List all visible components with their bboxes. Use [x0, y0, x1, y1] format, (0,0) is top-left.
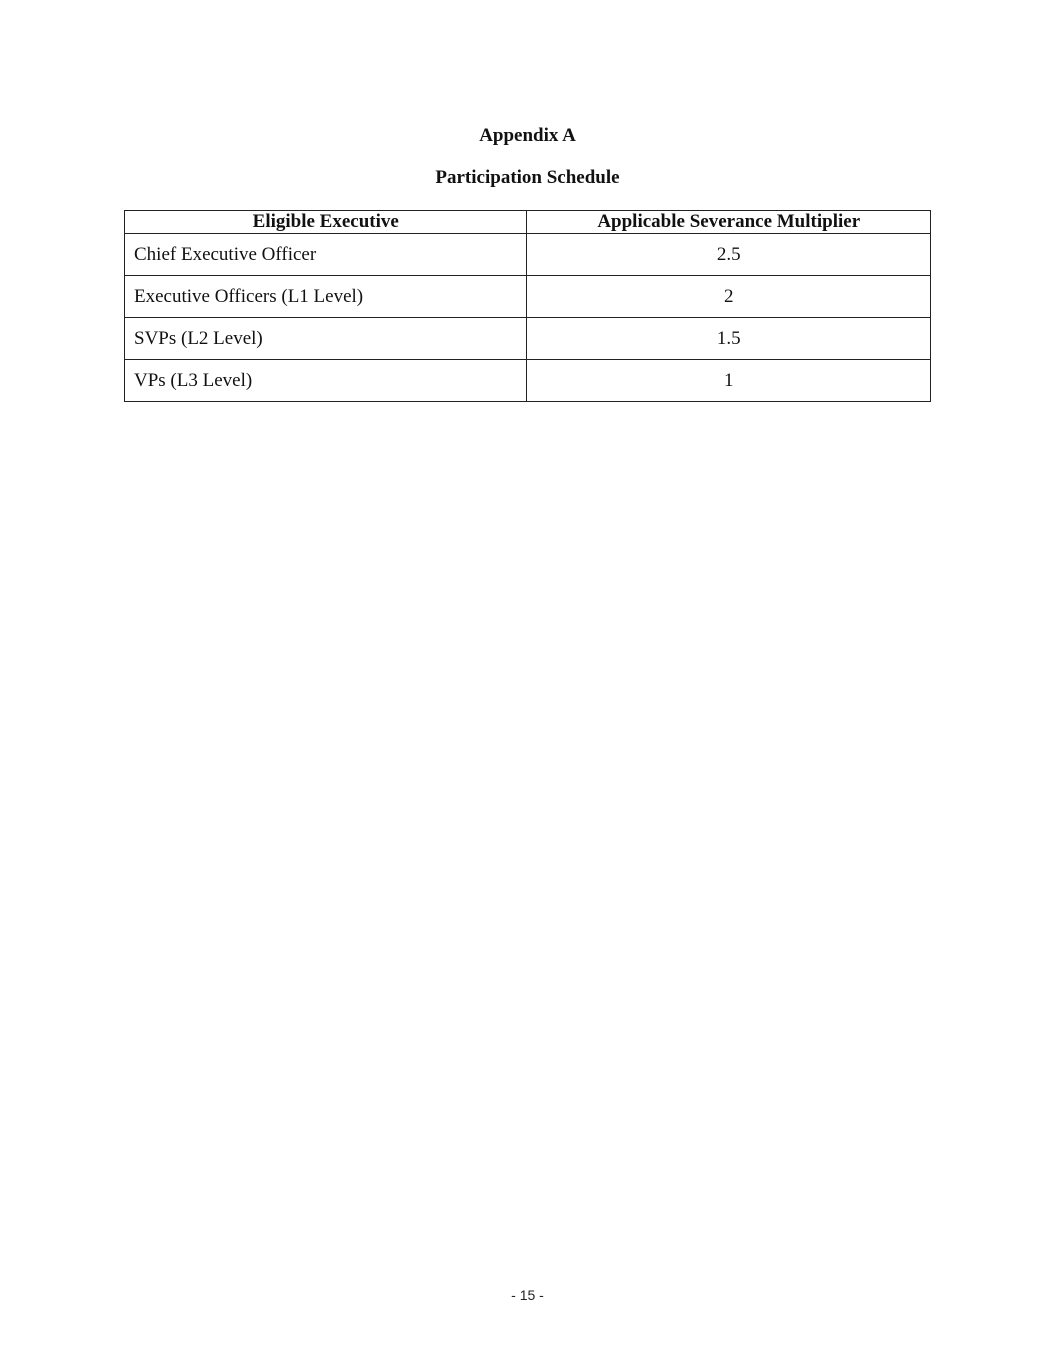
table-row: [125, 234, 931, 276]
multiplier-cell: 1.5: [527, 318, 931, 360]
column-header-severance-multiplier: Applicable Severance Multiplier: [527, 211, 931, 234]
executive-cell: VPs (L3 Level): [125, 360, 527, 402]
table-row: [125, 276, 931, 318]
executive-cell: SVPs (L2 Level): [125, 318, 527, 360]
column-header-eligible-executive: Eligible Executive: [125, 211, 527, 234]
executive-cell: Chief Executive Officer: [125, 234, 527, 276]
schedule-heading: Participation Schedule: [435, 167, 620, 188]
multiplier-cell: 1: [527, 360, 931, 402]
table-row: [125, 318, 931, 360]
table-row: [125, 360, 931, 402]
table-header-row: [125, 211, 931, 234]
appendix-heading: Appendix A: [479, 125, 576, 146]
participation-schedule-table: [124, 210, 931, 402]
multiplier-cell: 2.5: [527, 234, 931, 276]
executive-cell: Executive Officers (L1 Level): [125, 276, 527, 318]
multiplier-cell: 2: [527, 276, 931, 318]
page-number: - 15 -: [511, 1287, 544, 1303]
